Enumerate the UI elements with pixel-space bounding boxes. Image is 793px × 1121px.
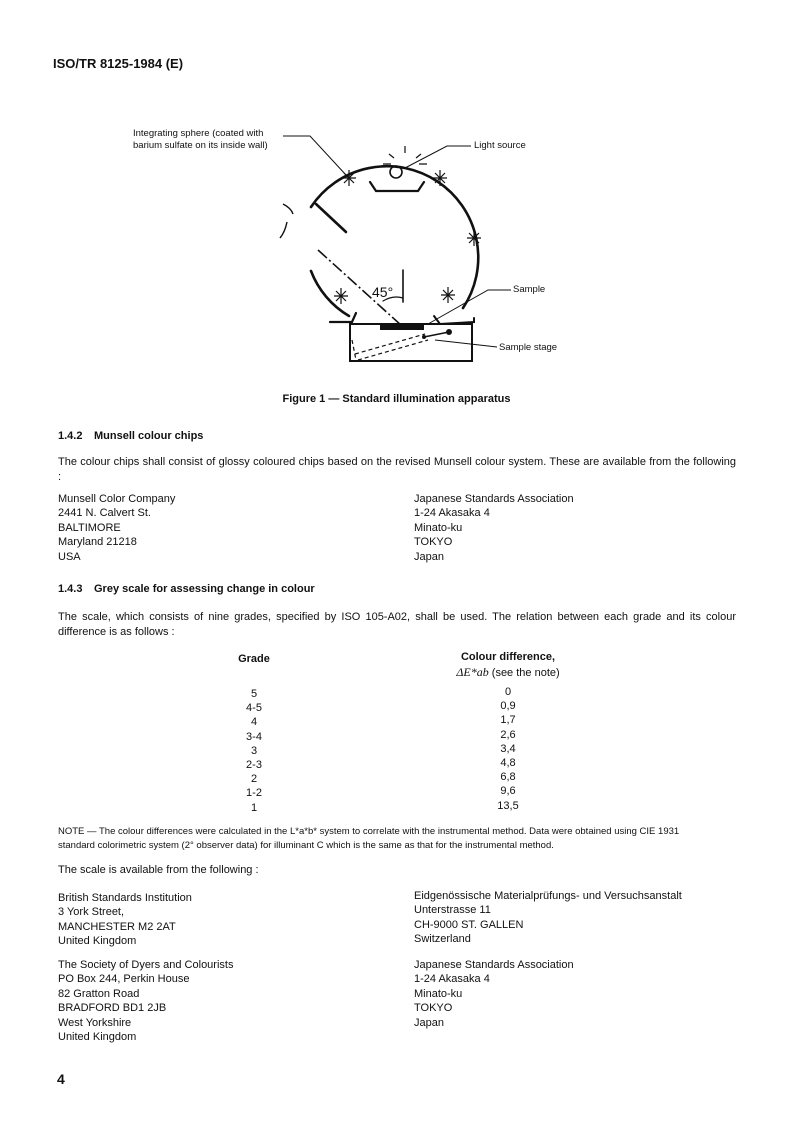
address-line: Japanese Standards Association [414,493,574,505]
table-cell-grade: 4-5 [246,702,262,715]
table-cell-difference: 9,6 [500,785,516,798]
callout-sphere-line1: Integrating sphere (coated with [133,128,264,139]
document-id-header: ISO/TR 8125-1984 (E) [53,56,184,71]
address-line: MANCHESTER M2 2AT [58,920,176,933]
address-line: Unterstrasse 11 [414,904,491,917]
table-cell-grade: 1 [250,801,258,814]
table-cell-difference: 1,7 [500,714,516,727]
angle-label: 45° [372,284,394,300]
address-sdc [58,958,233,1044]
callout-sample-stage: Sample stage [499,342,558,353]
table-subheader-delta-e [430,665,586,680]
address-line: TOKYO [414,1002,453,1015]
section-title: Munsell colour chips [94,430,204,442]
figure-caption: Figure 1 — Standard illumination apparatus [282,393,511,405]
section-heading-1-4-2 [58,430,203,442]
address-line: 1-24 Akasaka 4 [414,507,490,520]
address-line: TOKYO [414,536,453,549]
address-line: 2441 N. Calvert St. [58,507,151,520]
address-line: British Standards Institution [58,892,192,904]
address-line: 82 Gratton Road [58,987,140,1000]
paragraph-grey-scale: The scale, which consists of nine grades, specified by ISO 105-A02, shall be used. The relation between each grade and its colour difference is as follows : [58,611,736,638]
paragraph-available-from: The scale is available from the following : [58,864,259,876]
address-line: CH-9000 ST. GALLEN [414,918,524,931]
difference-column [430,685,586,813]
table-cell-grade: 5 [250,688,258,700]
see-the-note: (see the note) [491,667,560,679]
callout-sphere-line2: barium sulfate on its inside wall) [133,140,268,151]
leader-light-source [405,146,471,168]
note-line-2: standard colorimetric system (2° observer data) for illuminant C which is the same as that for the instrumental method. [58,840,554,851]
table-header-grade: Grade [238,653,270,665]
sphere-outline [311,166,478,308]
section-heading-1-4-3 [58,583,315,595]
sample-block [380,324,424,330]
table-note [58,825,748,853]
address-bsi [58,891,192,949]
address-line: United Kingdom [58,935,137,948]
eye-icon [280,204,293,238]
table-cell-grade: 1-2 [246,787,262,800]
address-jsa-1 [414,492,574,564]
address-line: BRADFORD BD1 2JB [58,1002,167,1015]
callout-light-source: Light source [474,140,526,151]
address-jsa-2 [414,958,574,1030]
address-line: West Yorkshire [58,1016,132,1029]
note-line-1: NOTE — The colour differences were calculated in the L*a*b* system to correlate with the instrumental method. Data were obtained using CIE 1931 [58,826,680,837]
stage-link [424,332,449,337]
table-cell-difference: 0,9 [500,700,516,713]
address-line: United Kingdom [58,1031,137,1044]
address-line: Japan [414,1016,444,1029]
lamp-shield [370,182,424,191]
address-line: BALTIMORE [58,521,121,534]
stage-rim-left [330,313,356,322]
table-cell-difference: 2,6 [500,728,516,741]
baffle [316,204,346,232]
paragraph-munsell: The colour chips shall consist of glossy coloured chips based on the revised Munsell colour system. These are available from the following : [58,456,736,483]
delta-e-symbol: ΔE*ab [456,665,489,679]
address-line: 1-24 Akasaka 4 [414,973,490,986]
address-munsell-company [58,492,175,564]
address-line: USA [58,550,81,563]
address-line: The Society of Dyers and Colourists [58,959,234,971]
table-cell-grade: 2-3 [246,759,262,772]
callout-integrating-sphere [133,128,268,152]
address-line: Maryland 21218 [58,536,137,549]
address-line: Switzerland [414,933,471,946]
callout-sample: Sample [513,284,546,295]
table-cell-difference: 6,8 [500,771,516,784]
table-cell-grade: 3-4 [246,730,262,743]
grade-column [214,687,294,815]
address-line: Munsell Color Company [58,493,176,505]
address-line: Minato-ku [414,521,463,534]
page-number: 4 [57,1071,65,1087]
address-line: PO Box 244, Perkin House [58,973,190,986]
table-cell-difference: 4,8 [500,757,516,770]
table-cell-grade: 2 [250,773,258,786]
section-number: 1.4.2 [58,430,83,442]
address-line: Japanese Standards Association [414,959,574,971]
address-line: Minato-ku [414,987,463,1000]
section-number: 1.4.3 [58,583,83,595]
address-line: 3 York Street, [58,906,125,919]
address-line: Japan [414,550,444,563]
section-title: Grey scale for assessing change in colour [94,583,315,595]
leader-sample-stage [435,340,497,347]
leader-sphere [283,136,346,175]
table-cell-grade: 4 [250,716,258,729]
table-header-colour-difference: Colour difference, [460,651,556,663]
table-cell-grade: 3 [250,744,258,757]
table-cell-difference: 13,5 [497,799,519,812]
table-cell-difference: 3,4 [500,742,516,755]
illumination-apparatus-diagram [0,0,793,400]
address-empa [414,889,682,947]
address-line: Eidgenössische Materialprüfungs- und Versuchsanstalt [414,890,682,902]
table-cell-difference: 0 [504,686,512,698]
